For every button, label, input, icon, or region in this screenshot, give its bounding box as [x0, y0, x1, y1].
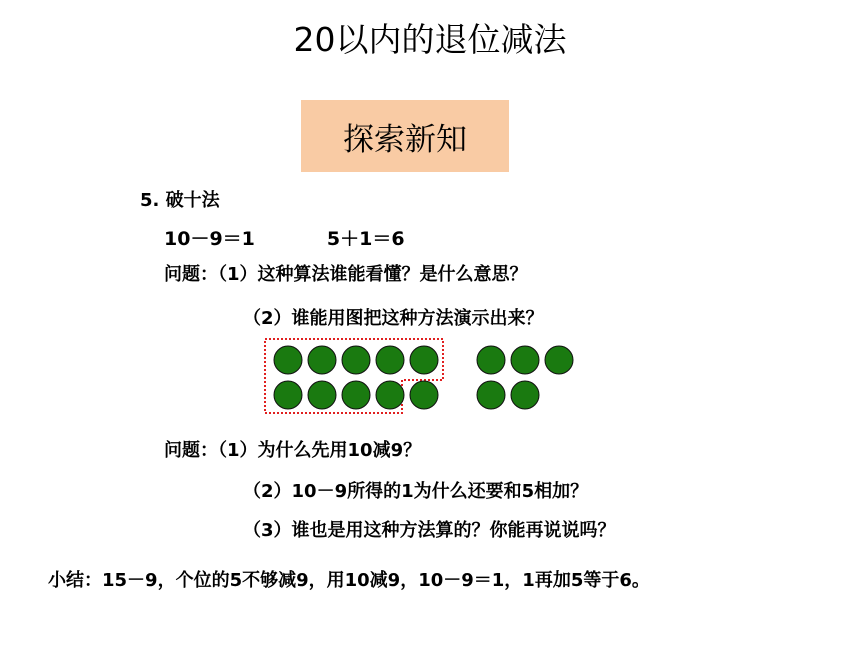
- equation-add: 5＋1＝6: [326, 228, 405, 250]
- question-prefix: 问题：: [164, 264, 218, 285]
- question-text: （1）为什么先用10减9？: [218, 440, 422, 461]
- counting-dots-diagram: [263, 338, 583, 418]
- counter-dot-left-top-3: [342, 346, 370, 374]
- counter-dot-left-bottom-5: [410, 381, 438, 409]
- question-b3: （3）谁也是用这种方法算的？你能再说说吗？: [243, 520, 616, 541]
- counter-dot-right-top-2: [511, 346, 539, 374]
- counter-dot-right-top-3: [545, 346, 573, 374]
- counter-dot-left-top-5: [410, 346, 438, 374]
- counter-dot-right-top-1: [477, 346, 505, 374]
- counter-dot-left-bottom-4: [376, 381, 404, 409]
- counter-dot-right-bottom-1: [477, 381, 505, 409]
- summary-text: 小结：15－9，个位的5不够减9，用10减9，10－9＝1，1再加5等于6。: [48, 570, 650, 591]
- counter-dot-left-bottom-2: [308, 381, 336, 409]
- counter-dot-left-top-1: [274, 346, 302, 374]
- section-banner: 探索新知: [301, 100, 509, 172]
- question-b1: [164, 436, 421, 462]
- counter-dot-left-top-2: [308, 346, 336, 374]
- counter-dot-left-bottom-3: [342, 381, 370, 409]
- question-a1: [164, 260, 528, 286]
- counter-dot-left-top-4: [376, 346, 404, 374]
- section-heading: 5. 破十法: [140, 190, 220, 211]
- question-prefix: 问题：: [164, 440, 218, 461]
- question-text: （1）这种算法谁能看懂？是什么意思？: [218, 264, 528, 285]
- counter-dot-right-bottom-2: [511, 381, 539, 409]
- equation-subtract: 10－9＝1: [164, 228, 255, 250]
- equations-line: [164, 224, 405, 251]
- question-a2: （2）谁能用图把这种方法演示出来？: [243, 308, 544, 329]
- question-b2: （2）10－9所得的1为什么还要和5相加？: [243, 481, 589, 502]
- counter-dot-left-bottom-1: [274, 381, 302, 409]
- page-title: 20以内的退位减法: [293, 20, 567, 59]
